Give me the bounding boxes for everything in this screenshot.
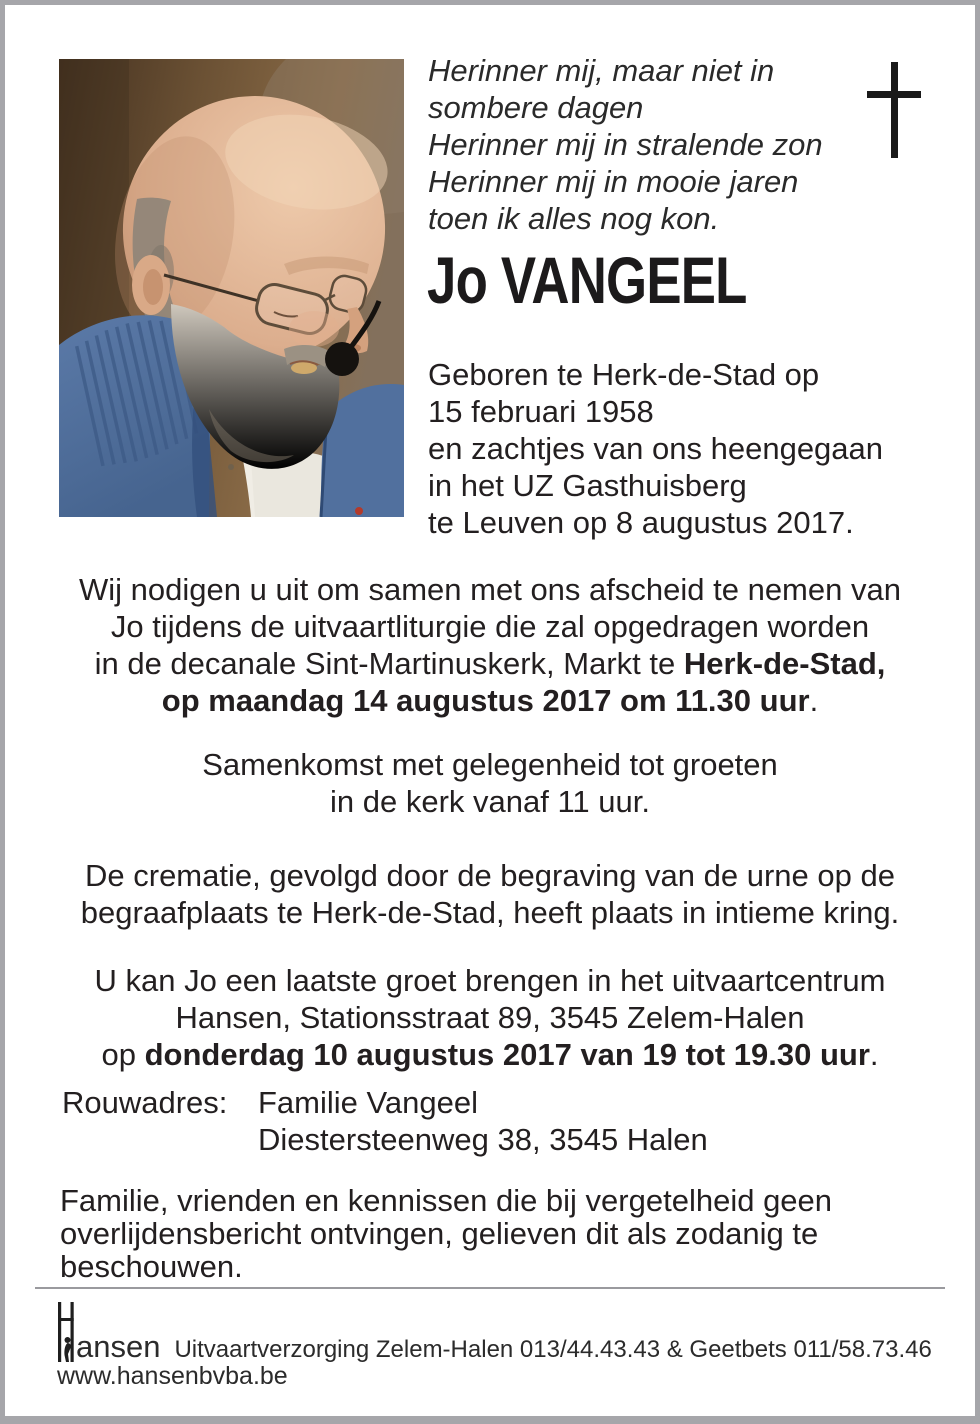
funeral-date-time: op maandag 14 augustus 2017 om 11.30 uur: [161, 683, 810, 718]
cremation-paragraph: [5, 857, 975, 931]
notice-paragraph: [60, 1184, 832, 1283]
invitation-line: in de decanale Sint-Martinuskerk, Markt te Herk-de-Stad,: [94, 646, 886, 681]
invitation-line: Jo tijdens de uitvaartliturgie die zal opgedragen worden: [110, 609, 870, 644]
cremation-line: De crematie, gevolgd door de begraving van de urne op de: [85, 858, 895, 893]
notice-line: overlijdensbericht ontvingen, gelieven dit als zodanig te: [60, 1216, 819, 1251]
portrait-photo: [59, 59, 404, 517]
poem-line: Herinner mij in stralende zon: [428, 127, 823, 162]
funeral-location: Herk-de-Stad,: [683, 646, 886, 681]
brand-text: ansen: [76, 1329, 161, 1364]
poem-line: sombere dagen: [428, 90, 644, 125]
life-details-line: in het UZ Gasthuisberg: [428, 468, 747, 503]
gathering-line: in de kerk vanaf 11 uur.: [330, 784, 650, 819]
notice-line: Familie, vrienden en kennissen die bij vergetelheid geen: [60, 1183, 833, 1218]
gathering-line: Samenkomst met gelegenheid tot groeten: [202, 747, 778, 782]
cremation-line: begraafplaats te Herk-de-Stad, heeft plaats in intieme kring.: [80, 895, 900, 930]
invitation-line: Wij nodigen u uit om samen met ons afscheid te nemen van: [79, 572, 901, 607]
life-details-line: en zachtjes van ons heengegaan: [428, 431, 884, 466]
poem-line: toen ik alles nog kon.: [428, 201, 720, 236]
last-greeting-line: Hansen, Stationsstraat 89, 3545 Zelem-Halen: [175, 1000, 805, 1035]
notice-line: beschouwen.: [60, 1249, 243, 1284]
gathering-paragraph: [5, 746, 975, 820]
footer-info-row: [76, 1329, 932, 1365]
last-greeting-paragraph: [5, 962, 975, 1073]
deceased-name: Jo VANGEEL: [427, 243, 747, 317]
website-url: www.hansenbvba.be: [57, 1362, 288, 1390]
mourning-address-value: [258, 1084, 708, 1158]
life-details-line: te Leuven op 8 augustus 2017.: [428, 505, 854, 540]
mourning-address-street: Diestersteenweg 38, 3545 Halen: [258, 1122, 708, 1157]
poem: [428, 52, 823, 237]
life-details-line: Geboren te Herk-de-Stad op: [428, 357, 820, 392]
last-greeting-line: op donderdag 10 augustus 2017 van 19 tot 19.30 uur.: [101, 1037, 879, 1072]
funeral-home-info: Uitvaartverzorging Zelem-Halen 013/44.43.43 & Geetbets 011/58.73.46: [174, 1336, 932, 1363]
last-greeting-line: U kan Jo een laatste groet brengen in het uitvaartcentrum: [94, 963, 886, 998]
invitation-paragraph: [5, 571, 975, 719]
christian-cross-icon: [866, 60, 922, 160]
mourning-address-family: Familie Vangeel: [258, 1085, 478, 1120]
life-details-line: 15 februari 1958: [428, 394, 654, 429]
invitation-line: op maandag 14 augustus 2017 om 11.30 uur.: [161, 683, 819, 718]
poem-line: Herinner mij, maar niet in: [428, 53, 775, 88]
footer-separator: [35, 1287, 945, 1289]
life-details: [428, 356, 883, 541]
poem-line: Herinner mij in mooie jaren: [428, 164, 799, 199]
mourning-address-label: Rouwadres:: [62, 1085, 228, 1120]
visitation-date-time: donderdag 10 augustus 2017 van 19 tot 19.30 uur: [144, 1037, 870, 1072]
